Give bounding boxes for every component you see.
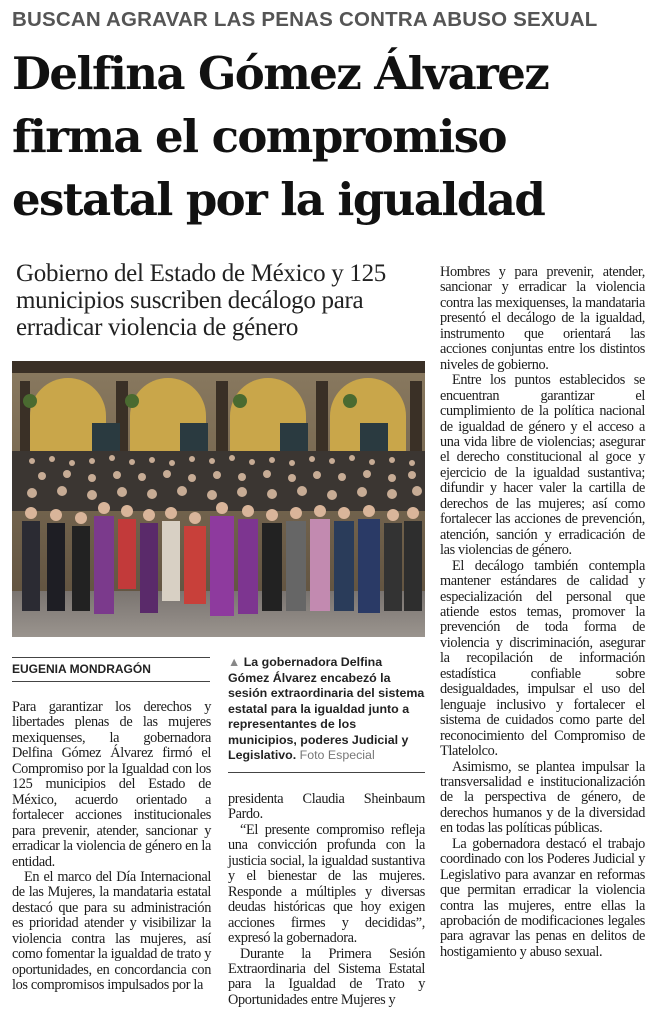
paragraph: Durante la Primera Sesión Extraordinaria del Sistema Estatal para la Igualdad de Trato y Oportunidades entre Mujeres y <box>228 945 425 1008</box>
paragraph: Para garantizar los derechos y libertades plenas de las mujeres mexiquenses, la gobernadora Delfina Gómez Álvarez firmó el Compromiso por la Igualdad con los 125 municipios del Estado de México, acuerdo orientado a fortalecer acciones institucionales para prevenir, atender, sancionar y erradicar la violencia de género en la entidad. <box>12 699 211 870</box>
paragraph: Entre los puntos establecidos se encuentran garantizar el cumplimiento de la política nacional de igualdad de género y el acceso a una vida libre de violencias; asegurar el derecho constitucional al goce y ejercicio de la igualdad sustantiva; difundir y hacer valer la cartilla de derechos de las mujeres; así como fortalecer las acciones de prevención, atención, sanción y erradicación de las violencias de género. <box>440 372 645 559</box>
deck: Gobierno del Estado de México y 125 municipios suscriben decálogo para erradicar violencia de género <box>16 260 386 341</box>
paragraph: “El presente compromiso refleja una convicción profunda con la justicia social, la igualdad sustantiva y el bienestar de las mujeres. Responde a múltiples y diversas deudas históricas que hoy exigen acciones firmes y decididas”, expresó la gobernadora. <box>228 821 425 947</box>
photo-caption <box>228 655 425 773</box>
body-column-3 <box>440 265 645 960</box>
paragraph: El decálogo también contempla mantener estándares de calidad y especialización del personal que atiende estos temas, promover la prevención de toda forma de violencia y discriminación, asegurar la recopilación de información estadística confiable sobre desigualdades, impulsar el uso del lenguaje inclusivo y fortalecer el sistema de cuidados como parte del reconocimiento del Compromiso de Tlatelolco. <box>440 557 645 760</box>
paragraph: Hombres y para prevenir, atender, sancionar y erradicar la violencia contra las mexiquenses, la mandataria presentó el decálogo de la igualdad, instrumento que orientará las acciones conjuntas entre los distintos niveles de gobierno. <box>440 264 645 373</box>
photo-credit: Foto Especial <box>299 748 375 762</box>
paragraph: presidenta Claudia Sheinbaum Pardo. <box>228 791 425 823</box>
body-column-2 <box>228 792 425 1008</box>
paragraph: La gobernadora destacó el trabajo coordinado con los Poderes Judicial y Legislativo para avanzar en reformas que permitan erradicar la violencia contra las mujeres, entre ellas la aprobación de modificaciones legales para agravar las penas en delitos de hostigamiento y abuso sexual. <box>440 835 645 960</box>
caption-text: La gobernadora Delfina Gómez Álvarez encabezó la sesión extraordinaria del sistema estatal para la igualdad junto a representantes de los municipios, poderes Judicial y Legislativo. <box>228 655 425 762</box>
paragraph: Asimismo, se plantea impulsar la transversalidad e institucionalización de la perspectiva de género, de derechos humanos y de la diversidad en todas las políticas públicas. <box>440 758 645 837</box>
byline: EUGENIA MONDRAGÓN <box>12 657 210 682</box>
triangle-up-icon: ▲ <box>228 655 241 669</box>
kicker: BUSCAN AGRAVAR LAS PENAS CONTRA ABUSO SEXUAL <box>12 8 598 31</box>
article-photo <box>12 361 425 637</box>
headline: Delfina Gómez Álvarez firma el compromiso estatal por la igualdad <box>12 47 549 226</box>
body-column-1 <box>12 700 211 994</box>
group-photo-illustration <box>12 361 425 637</box>
paragraph: En el marco del Día Internacional de las Mujeres, la mandataria estatal destacó que para su administración es prioridad atender y visibilizar la violencia contra las mujeres, así como fomentar la igualdad de trato y oportunidades, en concordancia con los compromisos impulsados por la <box>12 868 211 994</box>
